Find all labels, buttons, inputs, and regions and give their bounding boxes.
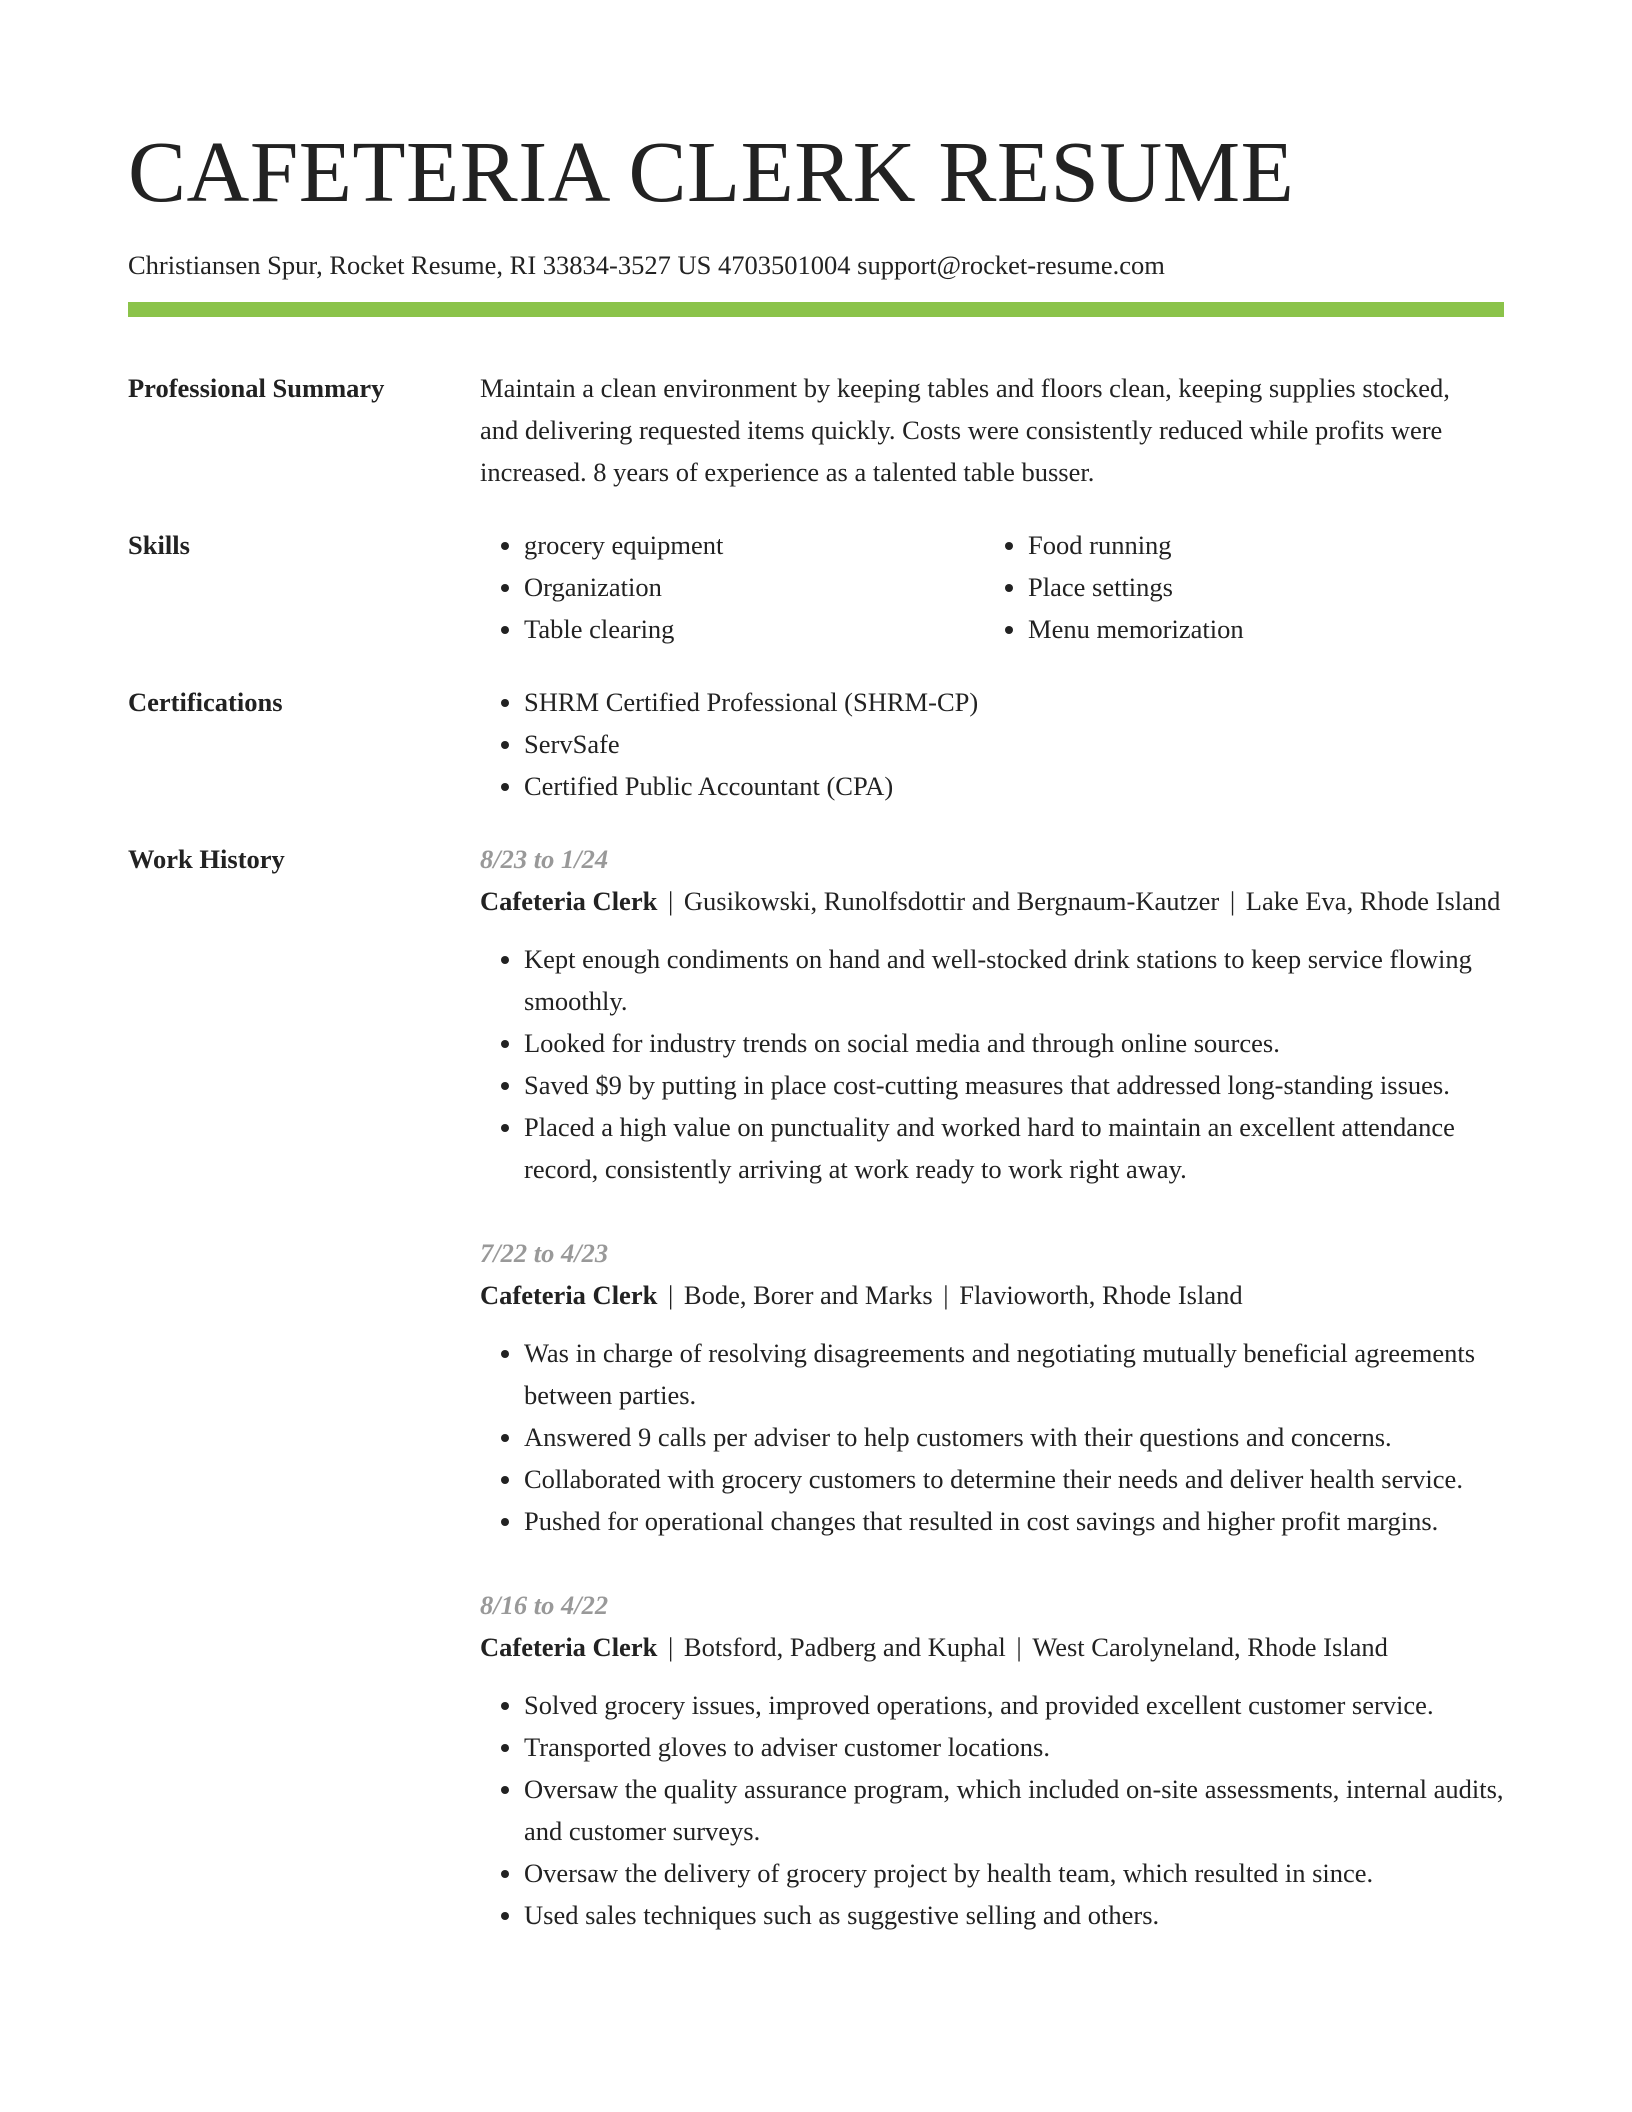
job-company: Bode, Borer and Marks [683, 1280, 933, 1310]
job-heading [480, 880, 1504, 922]
work-history-section [128, 838, 1504, 1936]
certification-item: • ServSafe [524, 723, 1504, 765]
skills-grid [480, 524, 1504, 650]
job-bullet: • Oversaw the quality assurance program, which included on-site assessments, internal audits, and customer surveys. [524, 1768, 1504, 1852]
job-entry [480, 838, 1504, 1190]
work-history-label: Work History [128, 844, 285, 874]
contact-line: Christiansen Spur, Rocket Resume, RI 33834-3527 US 4703501004 support@rocket-resume.com [128, 250, 1165, 280]
job-bullet: • Oversaw the delivery of grocery project by health team, which resulted in since. [524, 1852, 1504, 1894]
job-bullet: • Solved grocery issues, improved operations, and provided excellent customer service. [524, 1684, 1504, 1726]
resume-page [128, 0, 1504, 1978]
job-bullet: • Was in charge of resolving disagreements and negotiating mutually beneficial agreements between parties. [524, 1332, 1504, 1416]
separator: | [661, 1280, 680, 1310]
job-bullet: • Kept enough condiments on hand and well-stocked drink stations to keep service flowing smoothly. [524, 938, 1504, 1022]
skills-column-2 [984, 524, 1484, 650]
job-bullets [480, 938, 1504, 1190]
certification-item: • SHRM Certified Professional (SHRM-CP) [524, 681, 1504, 723]
skills-column-1 [480, 524, 984, 650]
job-title: Cafeteria Clerk [480, 886, 658, 916]
skill-item: • grocery equipment [524, 524, 984, 566]
job-bullets [480, 1684, 1504, 1936]
skill-item: • Place settings [1028, 566, 1484, 608]
job-bullet: • Collaborated with grocery customers to determine their needs and deliver health service. [524, 1458, 1504, 1500]
job-dates: 7/22 to 4/23 [480, 1238, 609, 1268]
job-dates: 8/23 to 1/24 [480, 844, 609, 874]
job-bullet: • Answered 9 calls per adviser to help customers with their questions and concerns. [524, 1416, 1504, 1458]
job-bullet: • Pushed for operational changes that resulted in cost savings and higher profit margins. [524, 1500, 1504, 1542]
certification-item: • Certified Public Accountant (CPA) [524, 765, 1504, 807]
skill-item: • Menu memorization [1028, 608, 1484, 650]
job-bullet: • Saved $9 by putting in place cost-cutting measures that addressed long-standing issues. [524, 1064, 1504, 1106]
summary-text: Maintain a clean environment by keeping tables and floors clean, keeping supplies stocked, and delivering requested items quickly. Costs were consistently reduced while profits were increased. 8 years of experience as a talented table busser. [480, 373, 1450, 487]
summary-section [128, 367, 1504, 493]
separator: | [661, 1632, 680, 1662]
separator: | [661, 886, 680, 916]
job-location: Flavioworth, Rhode Island [959, 1280, 1243, 1310]
job-dates: 8/16 to 4/22 [480, 1590, 609, 1620]
job-company: Botsford, Padberg and Kuphal [683, 1632, 1006, 1662]
job-bullet: • Looked for industry trends on social media and through online sources. [524, 1022, 1504, 1064]
job-heading [480, 1626, 1504, 1668]
separator: | [1009, 1632, 1029, 1662]
skills-label: Skills [128, 530, 190, 560]
job-company: Gusikowski, Runolfsdottir and Bergnaum-Kautzer [683, 886, 1220, 916]
job-heading [480, 1274, 1504, 1316]
job-bullets [480, 1332, 1504, 1542]
job-title: Cafeteria Clerk [480, 1280, 658, 1310]
certifications-label: Certifications [128, 687, 283, 717]
certifications-list [480, 681, 1504, 807]
job-entry [480, 1584, 1504, 1936]
job-location: Lake Eva, Rhode Island [1245, 886, 1501, 916]
job-title: Cafeteria Clerk [480, 1632, 658, 1662]
separator: | [1223, 886, 1242, 916]
skill-item: • Organization [524, 566, 984, 608]
resume-title: CAFETERIA CLERK RESUME [128, 123, 1295, 220]
skill-item: • Food running [1028, 524, 1484, 566]
job-entry [480, 1232, 1504, 1542]
accent-divider [128, 302, 1504, 317]
skills-section [128, 524, 1504, 650]
certifications-section [128, 681, 1504, 807]
job-bullet: • Placed a high value on punctuality and worked hard to maintain an excellent attendance record, consistently arriving at work ready to work right away. [524, 1106, 1504, 1190]
job-bullet: • Transported gloves to adviser customer locations. [524, 1726, 1504, 1768]
separator: | [936, 1280, 956, 1310]
summary-label: Professional Summary [128, 373, 385, 403]
job-bullet: • Used sales techniques such as suggestive selling and others. [524, 1894, 1504, 1936]
job-location: West Carolyneland, Rhode Island [1032, 1632, 1388, 1662]
skill-item: • Table clearing [524, 608, 984, 650]
